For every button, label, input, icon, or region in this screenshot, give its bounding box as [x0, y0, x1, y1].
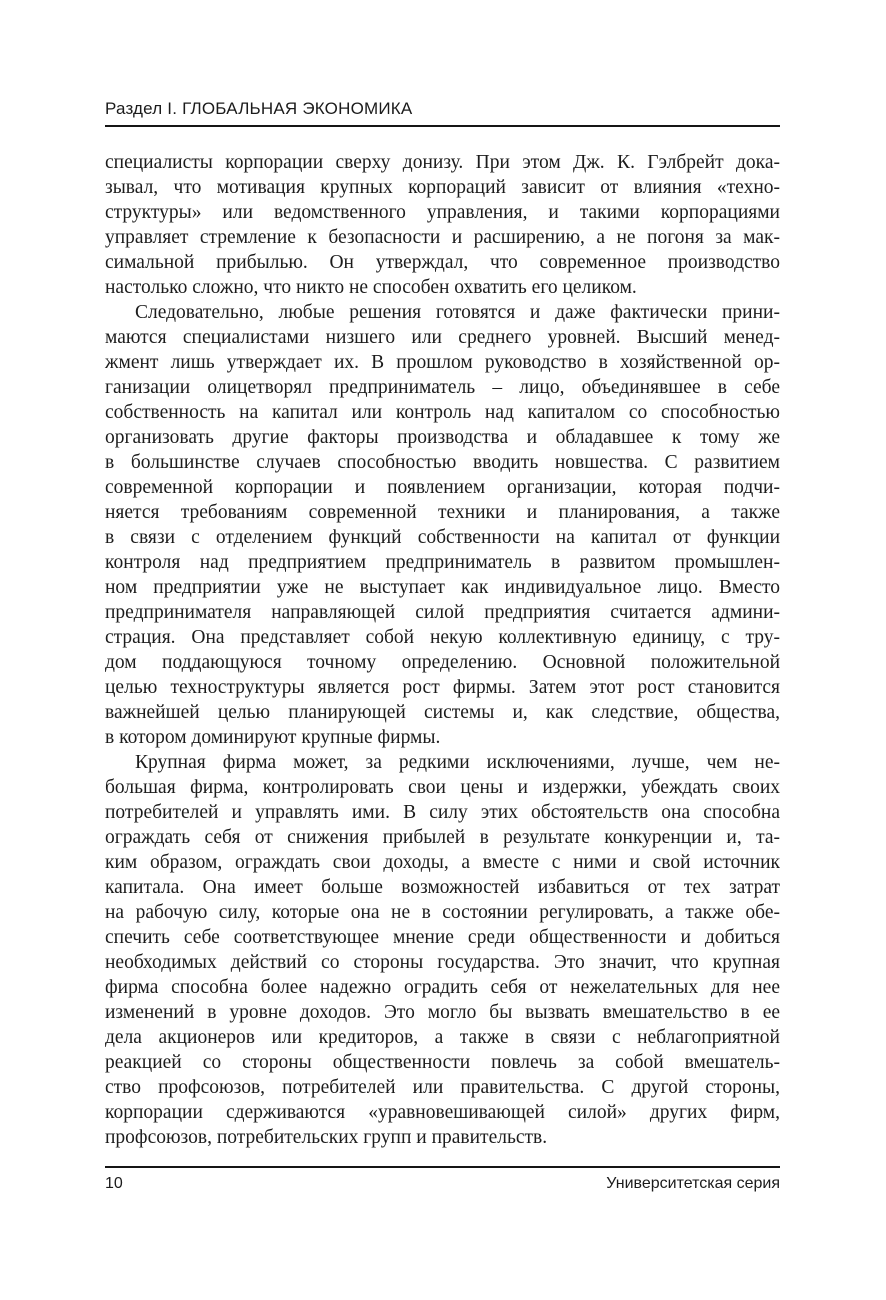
- text-line: спечить себе соответствующее мнение среди общественности и добиться: [105, 927, 780, 948]
- text-line: Следовательно, любые решения готовятся и даже фактически прини-: [135, 302, 780, 323]
- text-line: настолько сложно, что никто не способен охватить его целиком.: [105, 277, 637, 298]
- footer-rule: [105, 1166, 780, 1168]
- text-line: контроля над предприятием предприниматель в развитом промышлен-: [105, 552, 780, 573]
- text-line: профсоюзов, потребительских групп и правительств.: [105, 1127, 548, 1148]
- series-title: Университетская серия: [606, 1175, 780, 1192]
- text-line: капитала. Она имеет больше возможностей избавиться от тех затрат: [105, 877, 780, 898]
- text-line: организовать другие факторы производства и обладавшее к тому же: [105, 427, 780, 448]
- text-line: изменений в уровне доходов. Это могло бы вызвать вмешательство в ее: [105, 1002, 780, 1023]
- text-line: ограждать себя от снижения прибылей в результате конкуренции и, та-: [105, 827, 780, 848]
- text-line: потребителей и управлять ими. В силу этих обстоятельств она способна: [105, 802, 780, 823]
- text-line: целью техноструктуры является рост фирмы. Затем этот рост становится: [105, 677, 780, 698]
- text-line: в связи с отделением функций собственности на капитал от функции: [105, 527, 780, 548]
- text-line: ганизации олицетворял предприниматель – лицо, объединявшее в себе: [105, 377, 780, 398]
- text-line: структуры» или ведомственного управления, и такими корпорациями: [105, 202, 780, 223]
- text-line: дела акционеров или кредиторов, а также в связи с неблагоприятной: [105, 1027, 780, 1048]
- text-line: зывал, что мотивация крупных корпораций зависит от влияния «техно-: [105, 177, 780, 198]
- text-line: ном предприятии уже не выступает как индивидуальное лицо. Вместо: [105, 577, 780, 598]
- footer: [105, 1175, 780, 1193]
- text-line: жмент лишь утверждает их. В прошлом руководство в хозяйственной ор-: [105, 352, 780, 373]
- text-line: предпринимателя направляющей силой предприятия считается админи-: [105, 602, 780, 623]
- text-line: ство профсоюзов, потребителей или правительства. С другой стороны,: [105, 1077, 780, 1098]
- text-line: управляет стремление к безопасности и расширению, а не погоня за мак-: [105, 227, 780, 248]
- page-body: [105, 150, 780, 1150]
- running-head: Раздел I. ГЛОБАЛЬНАЯ ЭКОНОМИКА: [105, 99, 413, 118]
- header-rule: [105, 125, 780, 127]
- text-line: специалисты корпорации сверху донизу. При этом Дж. К. Гэлбрейт дока-: [105, 152, 780, 173]
- text-line: дом поддающуюся точному определению. Основной положительной: [105, 652, 780, 673]
- text-line: большая фирма, контролировать свои цены и издержки, убеждать своих: [105, 777, 780, 798]
- text-line: в большинстве случаев способностью вводить новшества. С развитием: [105, 452, 780, 473]
- text-line: страция. Она представляет собой некую коллективную единицу, с тру-: [105, 627, 780, 648]
- text-line: в котором доминируют крупные фирмы.: [105, 727, 441, 748]
- text-line: няется требованиям современной техники и планирования, а также: [105, 502, 780, 523]
- text-line: современной корпорации и появлением организации, которая подчи-: [105, 477, 780, 498]
- text-line: собственность на капитал или контроль над капиталом со способностью: [105, 402, 780, 423]
- paragraph: [105, 300, 780, 750]
- text-line: корпорации сдерживаются «уравновешивающей силой» других фирм,: [105, 1102, 780, 1123]
- paragraph: [105, 150, 780, 300]
- text-line: реакцией со стороны общественности повлечь за собой вмешатель-: [105, 1052, 780, 1073]
- text-line: Крупная фирма может, за редкими исключениями, лучше, чем не-: [135, 752, 780, 773]
- text-line: ким образом, ограждать свои доходы, а вместе с ними и свой источник: [105, 852, 780, 873]
- text-line: симальной прибылью. Он утверждал, что современное производство: [105, 252, 780, 273]
- page-number: 10: [105, 1175, 123, 1192]
- text-line: важнейшей целью планирующей системы и, как следствие, общества,: [105, 702, 780, 723]
- text-line: маются специалистами низшего или среднего уровней. Высший менед-: [105, 327, 780, 348]
- paragraph: [105, 750, 780, 1150]
- text-line: фирма способна более надежно оградить себя от нежелательных для нее: [105, 977, 780, 998]
- text-line: необходимых действий со стороны государства. Это значит, что крупная: [105, 952, 780, 973]
- text-line: на рабочую силу, которые она не в состоянии регулировать, а также обе-: [105, 902, 780, 923]
